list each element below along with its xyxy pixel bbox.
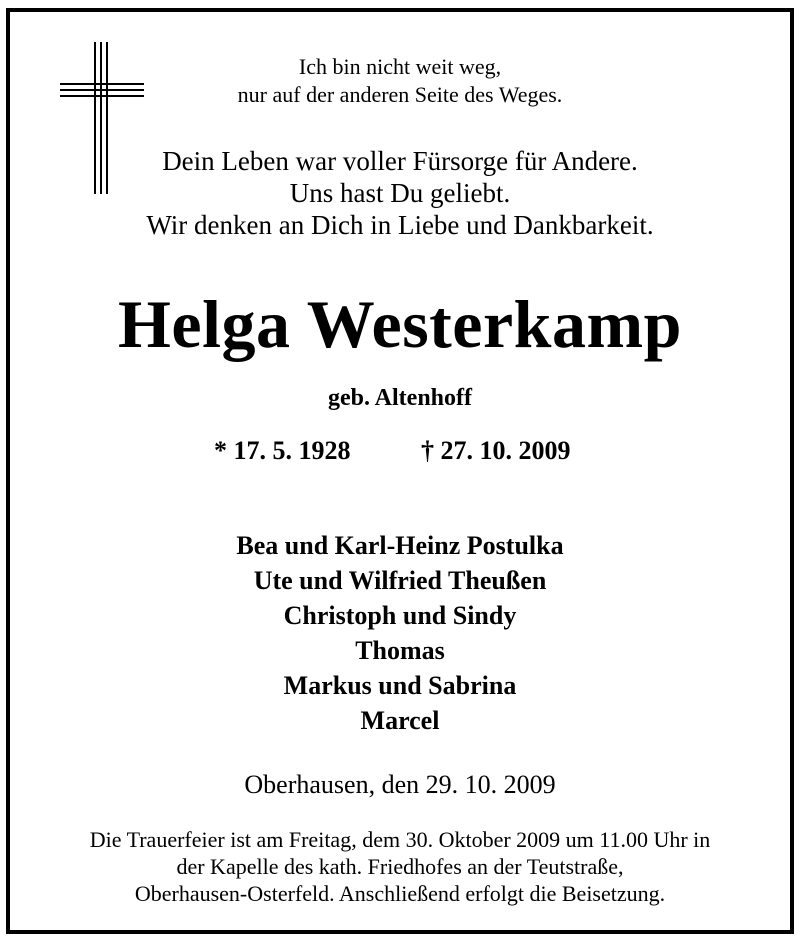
maiden-name: geb. Altenhoff (328, 385, 472, 411)
mourner-item: Marcel (360, 706, 440, 735)
poem-main-line-1: Dein Leben war voller Fürsorge für Andere. (162, 146, 638, 176)
place-date: Oberhausen, den 29. 10. 2009 (244, 770, 556, 799)
mourner-item: Christoph und Sindy (283, 601, 517, 630)
poem-intro-line-2: nur auf der anderen Seite des Weges. (237, 82, 563, 107)
funeral-notice-line-3: Oberhausen-Osterfeld. Anschließend erfolgt die Beisetzung. (134, 881, 666, 906)
poem-main-line-3: Wir denken an Dich in Liebe und Dankbarkeit. (146, 210, 654, 240)
death-date: † 27. 10. 2009 (421, 436, 571, 465)
funeral-notice-line-2: der Kapelle des kath. Friedhofes an der Teutstraße, (176, 854, 624, 879)
poem-main-line-2: Uns hast Du geliebt. (289, 178, 511, 208)
poem-main (0, 145, 800, 241)
mourner-item: Ute und Wilfried Theußen (253, 566, 547, 595)
poem-intro (0, 53, 800, 109)
mourner-item: Bea und Karl-Heinz Postulka (236, 531, 564, 560)
poem-intro-line-1: Ich bin nicht weit weg, (298, 54, 502, 79)
mourner-item: Thomas (355, 636, 445, 665)
funeral-notice (0, 826, 800, 907)
funeral-notice-line-1: Die Trauerfeier ist am Freitag, dem 30. Oktober 2009 um 11.00 Uhr in (89, 827, 711, 852)
deceased-name: Helga Westerkamp (118, 286, 682, 362)
mourner-item: Markus und Sabrina (283, 671, 517, 700)
mourners-list (0, 528, 800, 738)
birth-date: * 17. 5. 1928 (214, 436, 351, 465)
